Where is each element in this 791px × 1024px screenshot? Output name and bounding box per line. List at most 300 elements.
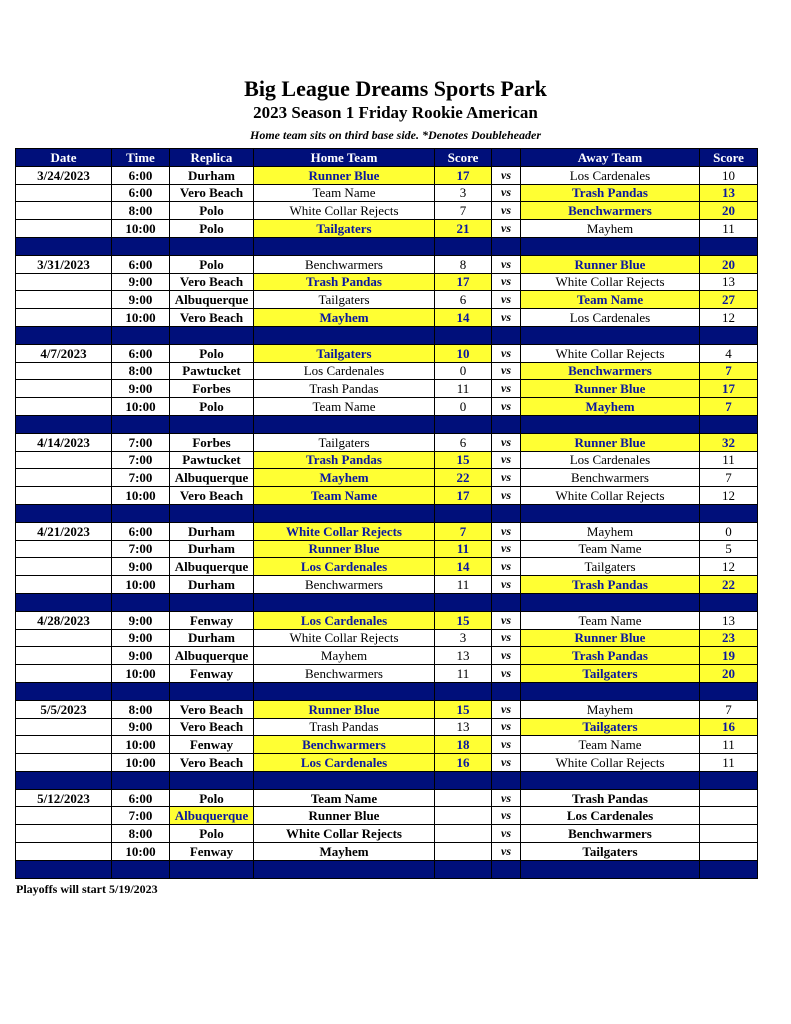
home-team: White Collar Rejects — [254, 629, 435, 647]
game-row — [16, 309, 758, 327]
game-time: 10:00 — [112, 736, 170, 754]
game-time: 6:00 — [112, 344, 170, 362]
versus-label: vs — [492, 665, 521, 683]
versus-label: vs — [492, 843, 521, 861]
home-team: Tailgaters — [254, 220, 435, 238]
home-team: Trash Pandas — [254, 451, 435, 469]
separator-cell — [170, 415, 254, 433]
header-row — [16, 149, 758, 167]
game-time: 8:00 — [112, 202, 170, 220]
versus-label: vs — [492, 166, 521, 184]
separator-cell — [492, 326, 521, 344]
home-team: Benchwarmers — [254, 665, 435, 683]
away-team: White Collar Rejects — [521, 754, 700, 772]
home-team: Runner Blue — [254, 540, 435, 558]
home-score: 0 — [435, 398, 492, 416]
separator-cell — [254, 326, 435, 344]
separator-cell — [112, 237, 170, 255]
away-score: 7 — [700, 700, 758, 718]
game-row — [16, 166, 758, 184]
game-time: 6:00 — [112, 166, 170, 184]
home-score: 17 — [435, 166, 492, 184]
home-team: Benchwarmers — [254, 736, 435, 754]
separator-cell — [700, 860, 758, 878]
game-date: 5/12/2023 — [16, 789, 112, 807]
home-team: Trash Pandas — [254, 273, 435, 291]
separator-cell — [170, 326, 254, 344]
game-row — [16, 665, 758, 683]
game-date-empty — [16, 629, 112, 647]
home-team: Mayhem — [254, 647, 435, 665]
separator-cell — [254, 860, 435, 878]
versus-label: vs — [492, 273, 521, 291]
away-score: 13 — [700, 184, 758, 202]
game-replica: Albuquerque — [170, 291, 254, 309]
away-score: 11 — [700, 220, 758, 238]
separator-cell — [492, 415, 521, 433]
game-date-empty — [16, 807, 112, 825]
game-row — [16, 540, 758, 558]
game-replica: Durham — [170, 522, 254, 540]
home-score: 13 — [435, 647, 492, 665]
game-time: 6:00 — [112, 522, 170, 540]
away-team: Team Name — [521, 291, 700, 309]
home-team: Tailgaters — [254, 433, 435, 451]
away-score: 23 — [700, 629, 758, 647]
home-score: 11 — [435, 665, 492, 683]
away-score — [700, 843, 758, 861]
game-replica: Pawtucket — [170, 362, 254, 380]
versus-label: vs — [492, 309, 521, 327]
home-team: Runner Blue — [254, 807, 435, 825]
game-time: 9:00 — [112, 629, 170, 647]
versus-label: vs — [492, 398, 521, 416]
game-replica: Fenway — [170, 843, 254, 861]
separator-cell — [435, 415, 492, 433]
home-score: 14 — [435, 558, 492, 576]
page-title: Big League Dreams Sports Park — [244, 76, 547, 101]
game-time: 7:00 — [112, 451, 170, 469]
page-note: Home team sits on third base side. *Denotes Doubleheader — [250, 128, 541, 142]
game-replica: Polo — [170, 202, 254, 220]
game-time: 10:00 — [112, 220, 170, 238]
game-date-empty — [16, 576, 112, 594]
separator-cell — [700, 771, 758, 789]
game-row — [16, 807, 758, 825]
home-score: 10 — [435, 344, 492, 362]
separator-cell — [700, 237, 758, 255]
game-time: 9:00 — [112, 273, 170, 291]
separator-cell — [112, 771, 170, 789]
versus-label: vs — [492, 433, 521, 451]
game-replica: Albuquerque — [170, 469, 254, 487]
game-row — [16, 469, 758, 487]
game-row — [16, 843, 758, 861]
game-replica: Fenway — [170, 736, 254, 754]
game-time: 9:00 — [112, 611, 170, 629]
versus-label: vs — [492, 184, 521, 202]
away-team: Mayhem — [521, 398, 700, 416]
away-score: 27 — [700, 291, 758, 309]
home-score: 11 — [435, 540, 492, 558]
away-score: 4 — [700, 344, 758, 362]
game-date: 4/14/2023 — [16, 433, 112, 451]
home-score: 21 — [435, 220, 492, 238]
game-time: 9:00 — [112, 380, 170, 398]
separator-cell — [16, 326, 112, 344]
game-replica: Polo — [170, 220, 254, 238]
separator-cell — [521, 682, 700, 700]
col-vs-header — [492, 149, 521, 167]
game-row — [16, 273, 758, 291]
home-score: 7 — [435, 522, 492, 540]
game-date-empty — [16, 309, 112, 327]
home-team: Team Name — [254, 789, 435, 807]
game-row — [16, 825, 758, 843]
game-row — [16, 451, 758, 469]
game-time: 10:00 — [112, 309, 170, 327]
home-score: 8 — [435, 255, 492, 273]
away-team: Benchwarmers — [521, 202, 700, 220]
versus-label: vs — [492, 700, 521, 718]
away-score: 22 — [700, 576, 758, 594]
home-score: 22 — [435, 469, 492, 487]
game-time: 6:00 — [112, 255, 170, 273]
separator-cell — [700, 415, 758, 433]
separator-cell — [521, 237, 700, 255]
week-separator-row — [16, 771, 758, 789]
game-replica: Forbes — [170, 380, 254, 398]
away-score: 10 — [700, 166, 758, 184]
game-replica: Albuquerque — [170, 647, 254, 665]
game-replica: Polo — [170, 398, 254, 416]
versus-label: vs — [492, 736, 521, 754]
away-team: Los Cardenales — [521, 807, 700, 825]
home-score: 16 — [435, 754, 492, 772]
page-subtitle: 2023 Season 1 Friday Rookie American — [253, 103, 538, 122]
home-team: White Collar Rejects — [254, 202, 435, 220]
game-row — [16, 255, 758, 273]
home-team: Tailgaters — [254, 344, 435, 362]
away-team: Mayhem — [521, 700, 700, 718]
home-score: 17 — [435, 273, 492, 291]
separator-cell — [492, 682, 521, 700]
game-date-empty — [16, 362, 112, 380]
separator-cell — [112, 415, 170, 433]
game-date: 3/31/2023 — [16, 255, 112, 273]
separator-cell — [521, 504, 700, 522]
versus-label: vs — [492, 291, 521, 309]
game-time: 8:00 — [112, 825, 170, 843]
away-team: Los Cardenales — [521, 309, 700, 327]
game-date: 4/7/2023 — [16, 344, 112, 362]
versus-label: vs — [492, 469, 521, 487]
game-time: 8:00 — [112, 700, 170, 718]
away-team: Runner Blue — [521, 629, 700, 647]
game-time: 9:00 — [112, 291, 170, 309]
away-score: 11 — [700, 754, 758, 772]
game-date-empty — [16, 398, 112, 416]
game-date-empty — [16, 487, 112, 505]
away-score: 32 — [700, 433, 758, 451]
game-time: 7:00 — [112, 433, 170, 451]
game-time: 10:00 — [112, 665, 170, 683]
home-team: Tailgaters — [254, 291, 435, 309]
separator-cell — [16, 415, 112, 433]
versus-label: vs — [492, 220, 521, 238]
separator-cell — [700, 326, 758, 344]
game-row — [16, 380, 758, 398]
separator-cell — [700, 504, 758, 522]
game-date-empty — [16, 273, 112, 291]
home-score: 11 — [435, 380, 492, 398]
versus-label: vs — [492, 825, 521, 843]
home-score — [435, 825, 492, 843]
game-replica: Fenway — [170, 665, 254, 683]
game-row — [16, 754, 758, 772]
game-row — [16, 736, 758, 754]
game-date-empty — [16, 380, 112, 398]
game-row — [16, 700, 758, 718]
game-row — [16, 398, 758, 416]
home-team: Los Cardenales — [254, 611, 435, 629]
game-date-empty — [16, 220, 112, 238]
home-score: 13 — [435, 718, 492, 736]
away-score — [700, 789, 758, 807]
home-team: Mayhem — [254, 469, 435, 487]
versus-label: vs — [492, 576, 521, 594]
home-team: Trash Pandas — [254, 380, 435, 398]
away-score: 20 — [700, 255, 758, 273]
game-row — [16, 718, 758, 736]
versus-label: vs — [492, 754, 521, 772]
game-date-empty — [16, 665, 112, 683]
game-replica: Durham — [170, 166, 254, 184]
separator-cell — [521, 860, 700, 878]
week-separator-row — [16, 237, 758, 255]
home-score: 6 — [435, 433, 492, 451]
separator-cell — [435, 593, 492, 611]
game-date-empty — [16, 825, 112, 843]
col-home-score-header: Score — [435, 149, 492, 167]
game-time: 10:00 — [112, 754, 170, 772]
game-replica: Vero Beach — [170, 273, 254, 291]
separator-cell — [254, 682, 435, 700]
home-team: Los Cardenales — [254, 558, 435, 576]
home-score: 3 — [435, 184, 492, 202]
week-separator-row — [16, 326, 758, 344]
separator-cell — [170, 682, 254, 700]
game-date-empty — [16, 754, 112, 772]
home-score — [435, 789, 492, 807]
away-score: 13 — [700, 611, 758, 629]
separator-cell — [435, 860, 492, 878]
home-team: Runner Blue — [254, 700, 435, 718]
versus-label: vs — [492, 522, 521, 540]
away-team: Runner Blue — [521, 380, 700, 398]
home-team: Team Name — [254, 184, 435, 202]
away-score: 7 — [700, 362, 758, 380]
game-row — [16, 789, 758, 807]
away-team: Team Name — [521, 540, 700, 558]
separator-cell — [112, 860, 170, 878]
game-replica: Vero Beach — [170, 309, 254, 327]
game-time: 8:00 — [112, 362, 170, 380]
separator-cell — [492, 771, 521, 789]
home-score: 15 — [435, 611, 492, 629]
versus-label: vs — [492, 451, 521, 469]
away-team: Tailgaters — [521, 558, 700, 576]
col-replica-header: Replica — [170, 149, 254, 167]
away-score: 12 — [700, 558, 758, 576]
separator-cell — [700, 682, 758, 700]
separator-cell — [254, 415, 435, 433]
away-team: White Collar Rejects — [521, 273, 700, 291]
separator-cell — [492, 504, 521, 522]
game-time: 10:00 — [112, 398, 170, 416]
separator-cell — [521, 593, 700, 611]
away-score: 11 — [700, 451, 758, 469]
away-team: White Collar Rejects — [521, 344, 700, 362]
game-row — [16, 184, 758, 202]
away-score: 7 — [700, 469, 758, 487]
versus-label: vs — [492, 789, 521, 807]
separator-cell — [492, 237, 521, 255]
game-time: 10:00 — [112, 843, 170, 861]
separator-cell — [254, 237, 435, 255]
home-score: 18 — [435, 736, 492, 754]
away-team: White Collar Rejects — [521, 487, 700, 505]
versus-label: vs — [492, 718, 521, 736]
separator-cell — [170, 504, 254, 522]
away-score: 20 — [700, 665, 758, 683]
separator-cell — [16, 504, 112, 522]
away-team: Los Cardenales — [521, 451, 700, 469]
separator-cell — [435, 771, 492, 789]
home-team: Benchwarmers — [254, 576, 435, 594]
game-replica: Vero Beach — [170, 487, 254, 505]
away-team: Tailgaters — [521, 665, 700, 683]
home-score: 15 — [435, 700, 492, 718]
versus-label: vs — [492, 255, 521, 273]
away-score: 0 — [700, 522, 758, 540]
week-separator-row — [16, 504, 758, 522]
separator-cell — [170, 593, 254, 611]
away-score: 7 — [700, 398, 758, 416]
game-replica: Vero Beach — [170, 700, 254, 718]
home-team: White Collar Rejects — [254, 825, 435, 843]
game-row — [16, 202, 758, 220]
versus-label: vs — [492, 487, 521, 505]
col-home-team-header: Home Team — [254, 149, 435, 167]
home-team: Trash Pandas — [254, 718, 435, 736]
week-separator-row — [16, 593, 758, 611]
game-time: 10:00 — [112, 576, 170, 594]
game-row — [16, 576, 758, 594]
game-time: 9:00 — [112, 558, 170, 576]
game-date: 5/5/2023 — [16, 700, 112, 718]
away-score: 17 — [700, 380, 758, 398]
versus-label: vs — [492, 611, 521, 629]
away-team: Benchwarmers — [521, 825, 700, 843]
game-replica: Durham — [170, 576, 254, 594]
game-time: 9:00 — [112, 718, 170, 736]
home-team: Team Name — [254, 398, 435, 416]
separator-cell — [521, 771, 700, 789]
separator-cell — [112, 682, 170, 700]
game-date: 4/21/2023 — [16, 522, 112, 540]
game-row — [16, 433, 758, 451]
game-date-empty — [16, 184, 112, 202]
week-separator-row — [16, 415, 758, 433]
separator-cell — [16, 593, 112, 611]
game-row — [16, 220, 758, 238]
separator-cell — [112, 504, 170, 522]
game-replica: Durham — [170, 540, 254, 558]
separator-cell — [16, 682, 112, 700]
game-replica: Fenway — [170, 611, 254, 629]
separator-cell — [435, 326, 492, 344]
home-team: Los Cardenales — [254, 362, 435, 380]
separator-cell — [492, 860, 521, 878]
home-team: Los Cardenales — [254, 754, 435, 772]
away-team: Tailgaters — [521, 718, 700, 736]
separator-cell — [16, 860, 112, 878]
game-row — [16, 611, 758, 629]
game-replica: Albuquerque — [170, 807, 254, 825]
away-score: 12 — [700, 487, 758, 505]
playoffs-note: Playoffs will start 5/19/2023 — [16, 882, 158, 896]
game-date-empty — [16, 291, 112, 309]
game-date-empty — [16, 540, 112, 558]
home-score: 6 — [435, 291, 492, 309]
away-team: Benchwarmers — [521, 362, 700, 380]
game-replica: Polo — [170, 789, 254, 807]
week-separator-row — [16, 682, 758, 700]
game-date-empty — [16, 469, 112, 487]
separator-cell — [170, 860, 254, 878]
game-date-empty — [16, 647, 112, 665]
away-team: Team Name — [521, 736, 700, 754]
separator-cell — [112, 326, 170, 344]
away-score: 5 — [700, 540, 758, 558]
separator-cell — [254, 593, 435, 611]
away-score: 20 — [700, 202, 758, 220]
versus-label: vs — [492, 807, 521, 825]
game-replica: Polo — [170, 255, 254, 273]
game-replica: Durham — [170, 629, 254, 647]
separator-cell — [170, 771, 254, 789]
col-away-team-header: Away Team — [521, 149, 700, 167]
game-time: 9:00 — [112, 647, 170, 665]
game-row — [16, 629, 758, 647]
away-team: Mayhem — [521, 522, 700, 540]
home-team: Mayhem — [254, 309, 435, 327]
versus-label: vs — [492, 540, 521, 558]
schedule-body — [16, 166, 758, 878]
versus-label: vs — [492, 202, 521, 220]
game-replica: Albuquerque — [170, 558, 254, 576]
home-team: Runner Blue — [254, 166, 435, 184]
home-score: 7 — [435, 202, 492, 220]
away-team: Runner Blue — [521, 433, 700, 451]
game-row — [16, 647, 758, 665]
game-row — [16, 344, 758, 362]
game-time: 7:00 — [112, 540, 170, 558]
game-date-empty — [16, 718, 112, 736]
game-replica: Forbes — [170, 433, 254, 451]
game-date-empty — [16, 202, 112, 220]
